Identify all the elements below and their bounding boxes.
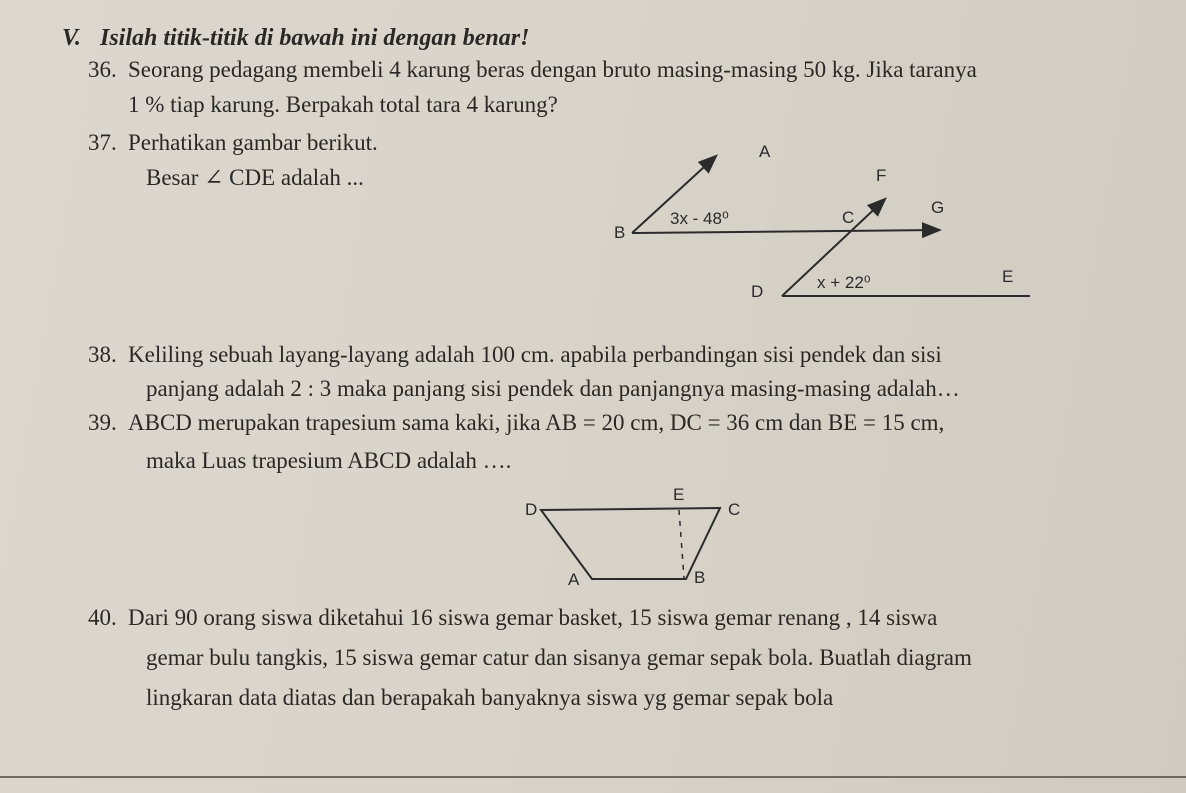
q38-number: 38. — [88, 342, 117, 367]
label-E: E — [1002, 267, 1014, 286]
q38-line1: Keliling sebuah layang-layang adalah 100 cm. apabila perbandingan sisi pendek dan sisi — [128, 342, 942, 367]
section-title: Isilah titik-titik di bawah ini dengan benar! — [100, 25, 530, 51]
q36-number: 36. — [88, 57, 117, 82]
q40-line1: Dari 90 orang siswa diketahui 16 siswa gemar basket, 15 siswa gemar renang , 14 siswa — [128, 605, 938, 630]
section-number: V. — [62, 25, 81, 51]
q39-number: 39. — [88, 410, 117, 435]
q39-line2: maka Luas trapesium ABCD adalah …. — [146, 448, 512, 473]
q37-line2: Besar ∠ CDE adalah ... — [146, 165, 364, 190]
angle-label-top: 3x - 48⁰ — [670, 209, 729, 228]
label-G: G — [931, 198, 945, 217]
label-A: A — [759, 142, 771, 161]
q38-line2: panjang adalah 2 : 3 maka panjang sisi pendek dan panjangnya masing-masing adalah… — [146, 376, 960, 401]
trap-label-B: B — [694, 568, 706, 587]
height-BE — [679, 510, 684, 578]
q40-line3: lingkaran data diatas dan berapakah banyaknya siswa yg gemar sepak bola — [146, 685, 834, 710]
angle-label-bottom: x + 22⁰ — [817, 273, 871, 292]
q36-line2: 1 % tiap karung. Berpakah total tara 4 karung? — [128, 92, 558, 117]
q37-line1: Perhatikan gambar berikut. — [128, 130, 378, 155]
trap-label-E: E — [673, 485, 685, 504]
trap-label-D: D — [525, 500, 538, 519]
trap-label-C: C — [728, 500, 741, 519]
q36-line1: Seorang pedagang membeli 4 karung beras dengan bruto masing-masing 50 kg. Jika taranya — [128, 57, 977, 82]
label-B: B — [614, 223, 626, 242]
label-D: D — [751, 282, 764, 301]
label-C: C — [842, 208, 855, 227]
q40-line2: gemar bulu tangkis, 15 siswa gemar catur dan sisanya gemar sepak bola. Buatlah diagram — [146, 645, 972, 670]
q40-number: 40. — [88, 605, 117, 630]
label-F: F — [876, 166, 887, 185]
q39-line1: ABCD merupakan trapesium sama kaki, jika AB = 20 cm, DC = 36 cm dan BE = 15 cm, — [128, 410, 945, 435]
trap-label-A: A — [568, 570, 580, 589]
page-bottom-rule — [0, 776, 1186, 778]
q37-number: 37. — [88, 130, 117, 155]
